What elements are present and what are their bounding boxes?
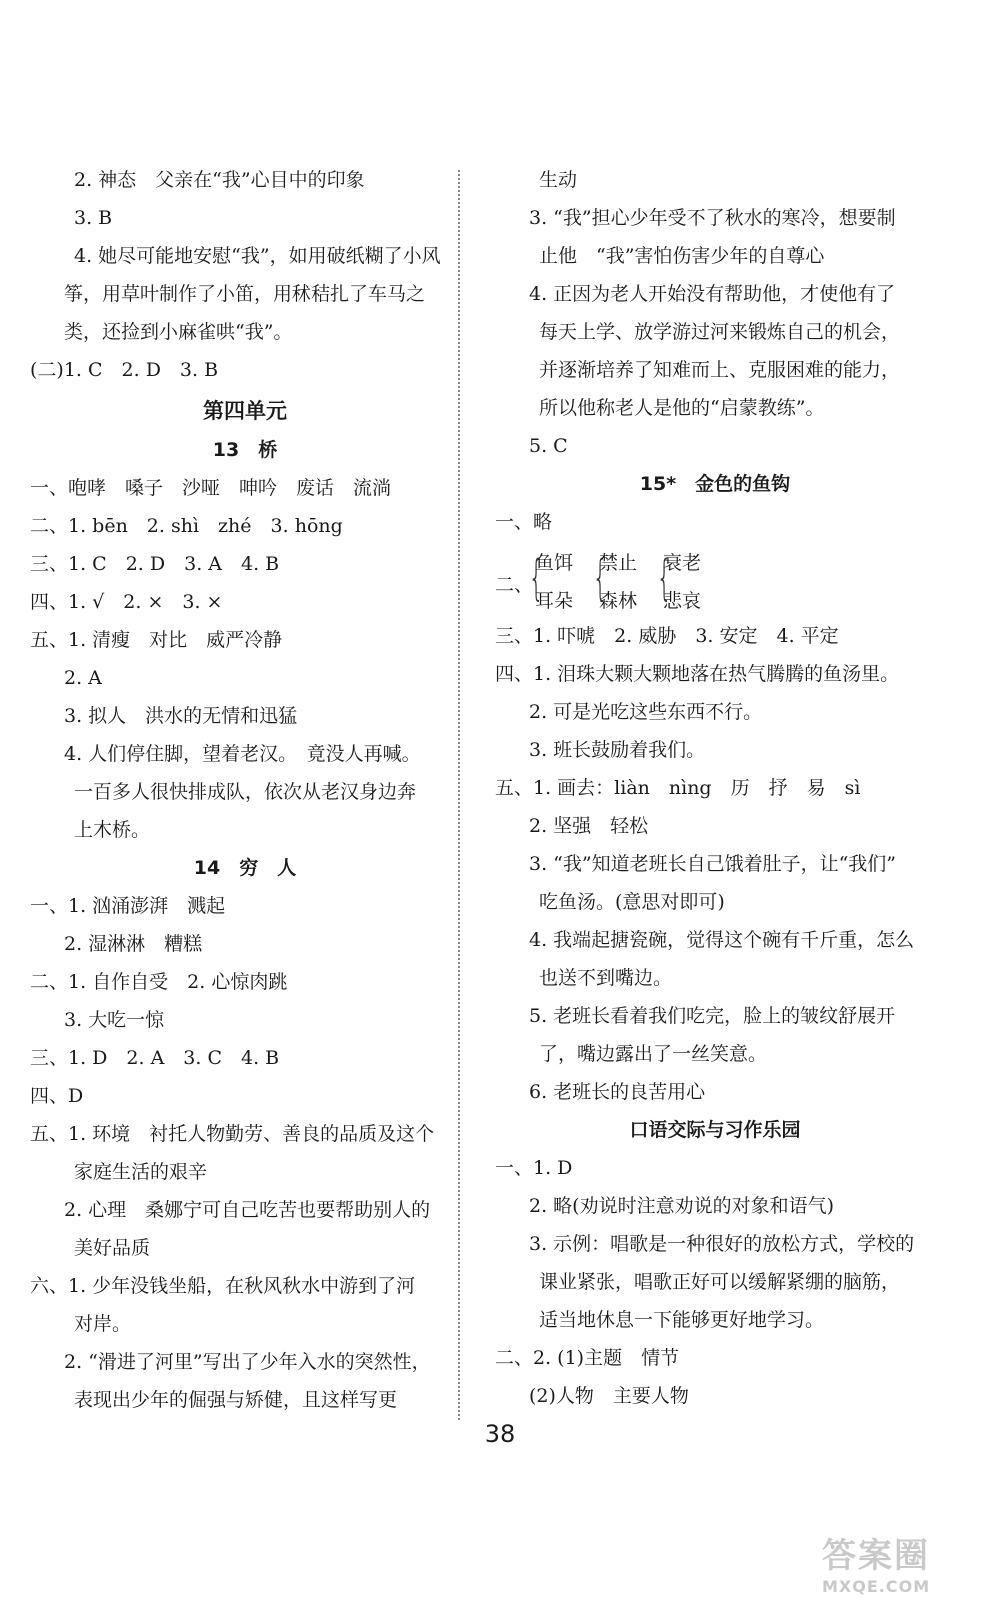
answer-line: 了，嘴边露出了一丝笑意。 xyxy=(539,1043,768,1065)
answer-line: 类，还捡到小麻雀哄“我”。 xyxy=(64,321,293,343)
answer-line: 2. 坚强 轻松 xyxy=(529,815,649,837)
answer-line: 吃鱼汤。(意思对即可) xyxy=(539,891,725,913)
answer-line: 3. B xyxy=(74,207,113,229)
answer-line: 六、1. 少年没钱坐船，在秋风秋水中游到了河 xyxy=(30,1275,416,1297)
brace-word: 森林 xyxy=(599,590,638,612)
right-column xyxy=(495,168,935,1422)
answer-line: 对岸。 xyxy=(74,1313,132,1335)
answer-line: 课业紧张，唱歌正好可以缓解紧绷的脑筋， xyxy=(539,1271,901,1293)
answer-line: 3. 班长鼓励着我们。 xyxy=(529,739,706,761)
answer-line: 五、1. 画去：liàn nìng 历 抒 易 sì xyxy=(495,777,861,799)
answer-line: 4. 正因为老人开始没有帮助他，才使他有了 xyxy=(529,283,896,305)
brace-symbol: { xyxy=(528,550,544,606)
answer-line: 一百多人很快排成队，依次从老汉身边奔 xyxy=(74,781,417,803)
answer-line: 五、1. 清瘦 对比 威严冷静 xyxy=(30,629,283,651)
section-heading: 第四单元 xyxy=(203,399,287,423)
left-column xyxy=(30,168,460,1426)
answer-line: 每天上学、放学游过河来锻炼自己的机会， xyxy=(539,321,901,343)
answer-line: 4. 她尽可能地安慰“我”，如用破纸糊了小风 xyxy=(74,245,441,267)
brace-group-answer xyxy=(495,548,935,624)
answer-line: 2. 略(劝说时注意劝说的对象和语气) xyxy=(529,1195,834,1217)
answer-line: 二、1. 自作自受 2. 心惊肉跳 xyxy=(30,971,288,993)
answer-line: 5. 老班长看着我们吃完，脸上的皱纹舒展开 xyxy=(529,1005,896,1027)
answer-line: (2)人物 主要人物 xyxy=(529,1385,689,1407)
answer-line: 3. 大吃一惊 xyxy=(64,1009,165,1031)
answer-line: 三、1. C 2. D 3. A 4. B xyxy=(30,553,280,575)
answer-line: 也送不到嘴边。 xyxy=(539,967,673,989)
answer-line: 筝，用草叶制作了小笛，用秫秸扎了车马之 xyxy=(64,283,426,305)
brace-word: 悲哀 xyxy=(663,590,702,612)
answer-line: 四、D xyxy=(30,1085,84,1107)
section-heading: 14 穷 人 xyxy=(193,857,297,879)
watermark-text: 答案圈 xyxy=(822,1536,930,1576)
answer-line: 生动 xyxy=(539,169,578,191)
answer-line: 5. C xyxy=(529,435,568,457)
answer-line: 4. 人们停住脚，望着老汉。 竟没人再喊。 xyxy=(64,743,421,765)
answer-line: 2. 心理 桑娜宁可自己吃苦也要帮助别人的 xyxy=(64,1199,431,1221)
answer-line: 3. 示例：唱歌是一种很好的放松方式，学校的 xyxy=(529,1233,915,1255)
brace-prefix: 二、 xyxy=(495,574,534,596)
answer-line: 一、1. D xyxy=(495,1157,573,1179)
answer-line: 2. A xyxy=(64,667,102,689)
answer-line: 3. “我”担心少年受不了秋水的寒冷，想要制 xyxy=(529,207,896,229)
watermark-url: MXQE.COM xyxy=(822,1577,931,1596)
answer-line: 二、2. (1)主题 情节 xyxy=(495,1347,680,1369)
answer-line: 3. “我”知道老班长自己饿着肚子，让“我们” xyxy=(529,853,897,875)
answer-line: 五、1. 环境 衬托人物勤劳、善良的品质及这个 xyxy=(30,1123,435,1145)
answer-line: 2. 可是光吃这些东西不行。 xyxy=(529,701,763,723)
brace-word: 禁止 xyxy=(599,552,638,574)
answer-line: 适当地休息一下能够更好地学习。 xyxy=(539,1309,825,1331)
answer-line: 所以他称老人是他的“启蒙教练”。 xyxy=(539,397,825,419)
answer-line: 一、略 xyxy=(495,511,553,533)
brace-word: 鱼饵 xyxy=(535,552,574,574)
watermark-logo xyxy=(822,1528,972,1596)
answer-line: 止他 “我”害怕伤害少年的自尊心 xyxy=(539,245,825,267)
answer-line: 2. 湿淋淋 糟糕 xyxy=(64,933,203,955)
answer-line: 并逐渐培养了知难而上、克服困难的能力， xyxy=(539,359,901,381)
section-heading: 13 桥 xyxy=(212,439,278,461)
section-heading: 口语交际与习作乐园 xyxy=(629,1119,801,1141)
answer-line: 一、咆哮 嗓子 沙哑 呻吟 废话 流淌 xyxy=(30,477,392,499)
answer-line: 二、1. bēn 2. shì zhé 3. hōng xyxy=(30,515,343,537)
answer-line: 美好品质 xyxy=(74,1237,151,1259)
answer-line: (二)1. C 2. D 3. B xyxy=(30,359,219,381)
answer-line: 2. “滑进了河里”写出了少年入水的突然性， xyxy=(64,1351,431,1373)
answer-line: 2. 神态 父亲在“我”心目中的印象 xyxy=(74,169,365,191)
answer-line: 四、1. √ 2. × 3. × xyxy=(30,591,223,613)
brace-symbol: { xyxy=(592,550,608,606)
answer-line: 6. 老班长的良苦用心 xyxy=(529,1081,706,1103)
brace-word: 耳朵 xyxy=(535,590,574,612)
page-number: 38 xyxy=(484,1420,516,1448)
brace-word: 衰老 xyxy=(663,552,702,574)
answer-line: 上木桥。 xyxy=(74,819,151,841)
answer-line: 一、1. 汹涌澎湃 溅起 xyxy=(30,895,226,917)
brace-symbol: { xyxy=(656,550,672,606)
answer-line: 四、1. 泪珠大颗大颗地落在热气腾腾的鱼汤里。 xyxy=(495,663,900,685)
section-heading: 15* 金色的鱼钩 xyxy=(639,473,791,495)
answer-line: 三、1. 吓唬 2. 威胁 3. 安定 4. 平定 xyxy=(495,625,839,647)
answer-line: 三、1. D 2. A 3. C 4. B xyxy=(30,1047,280,1069)
answer-line: 4. 我端起搪瓷碗，觉得这个碗有千斤重，怎么 xyxy=(529,929,915,951)
answer-line: 家庭生活的艰辛 xyxy=(74,1161,208,1183)
answer-line: 3. 拟人 洪水的无情和迅猛 xyxy=(64,705,298,727)
answer-line: 表现出少年的倔强与矫健，且这样写更 xyxy=(74,1389,398,1411)
